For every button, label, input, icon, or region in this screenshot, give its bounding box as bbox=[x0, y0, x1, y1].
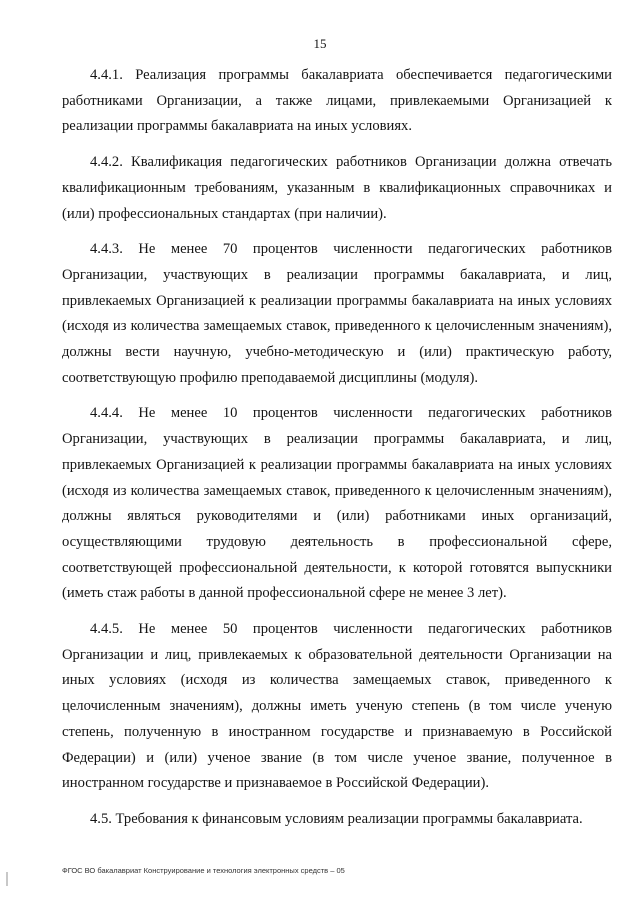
page-number: 15 bbox=[313, 36, 327, 51]
paragraph-4-4-2: 4.4.2. Квалификация педагогических работников Организации должна отвечать квалификационным требованиям, указанным в квалификационных справочниках и (или) профессиональных стандартах (при наличии). bbox=[62, 154, 612, 222]
paragraph-4-5: 4.5. Требования к финансовым условиям реализации программы бакалавриата. bbox=[90, 810, 583, 827]
scan-edge-mark bbox=[6, 872, 8, 886]
paragraph-4-4-3: 4.4.3. Не менее 70 процентов численности педагогических работников Организации, участвующих в реализации программы бакалавриата, и лиц, привлекаемых Организацией к реализации программы бакалавриата на иных условиях (исходя из количества замещаемых ставок, приведенного к целочисленным значениям), должны вести научную, учебно-методическую и (или) практическую работу, соответствующую профилю преподаваемой дисциплины (модуля). bbox=[62, 241, 612, 386]
document-body bbox=[62, 63, 612, 843]
paragraph-4-4-5: 4.4.5. Не менее 50 процентов численности педагогических работников Организации и лиц, привлекаемых к образовательной деятельности Организации на иных условиях (исходя из количества замещаемых ставок, приведенного к целочисленным значениям), должны иметь ученую степень (в том числе ученую степень, полученную в иностранном государстве и признаваемую в Российской Федерации) и (или) ученое звание (в том числе ученое звание, полученное в иностранном государстве и признаваемое в Российской Федерации). bbox=[62, 621, 612, 792]
paragraph-4-4-4: 4.4.4. Не менее 10 процентов численности педагогических работников Организации, участвующих в реализации программы бакалавриата, и лиц, привлекаемых Организацией к реализации программы бакалавриата на иных условиях (исходя из количества замещаемых ставок, приведенного к целочисленным значениям), должны являться руководителями и (или) работниками иных организаций, осуществляющими трудовую деятельность в профессиональной сфере, соответствующей профессиональной деятельности, к которой готовятся выпускники (иметь стаж работы в данной профессиональной сфере не менее 3 лет). bbox=[62, 405, 612, 602]
document-footer: ФГОС ВО бакалавриат Конструирование и технология электронных средств – 05 bbox=[62, 866, 345, 875]
paragraph-4-4-1: 4.4.1. Реализация программы бакалавриата обеспечивается педагогическими работниками Организации, а также лицами, привлекаемыми Организацией к реализации программы бакалавриата на иных условиях. bbox=[62, 67, 612, 135]
